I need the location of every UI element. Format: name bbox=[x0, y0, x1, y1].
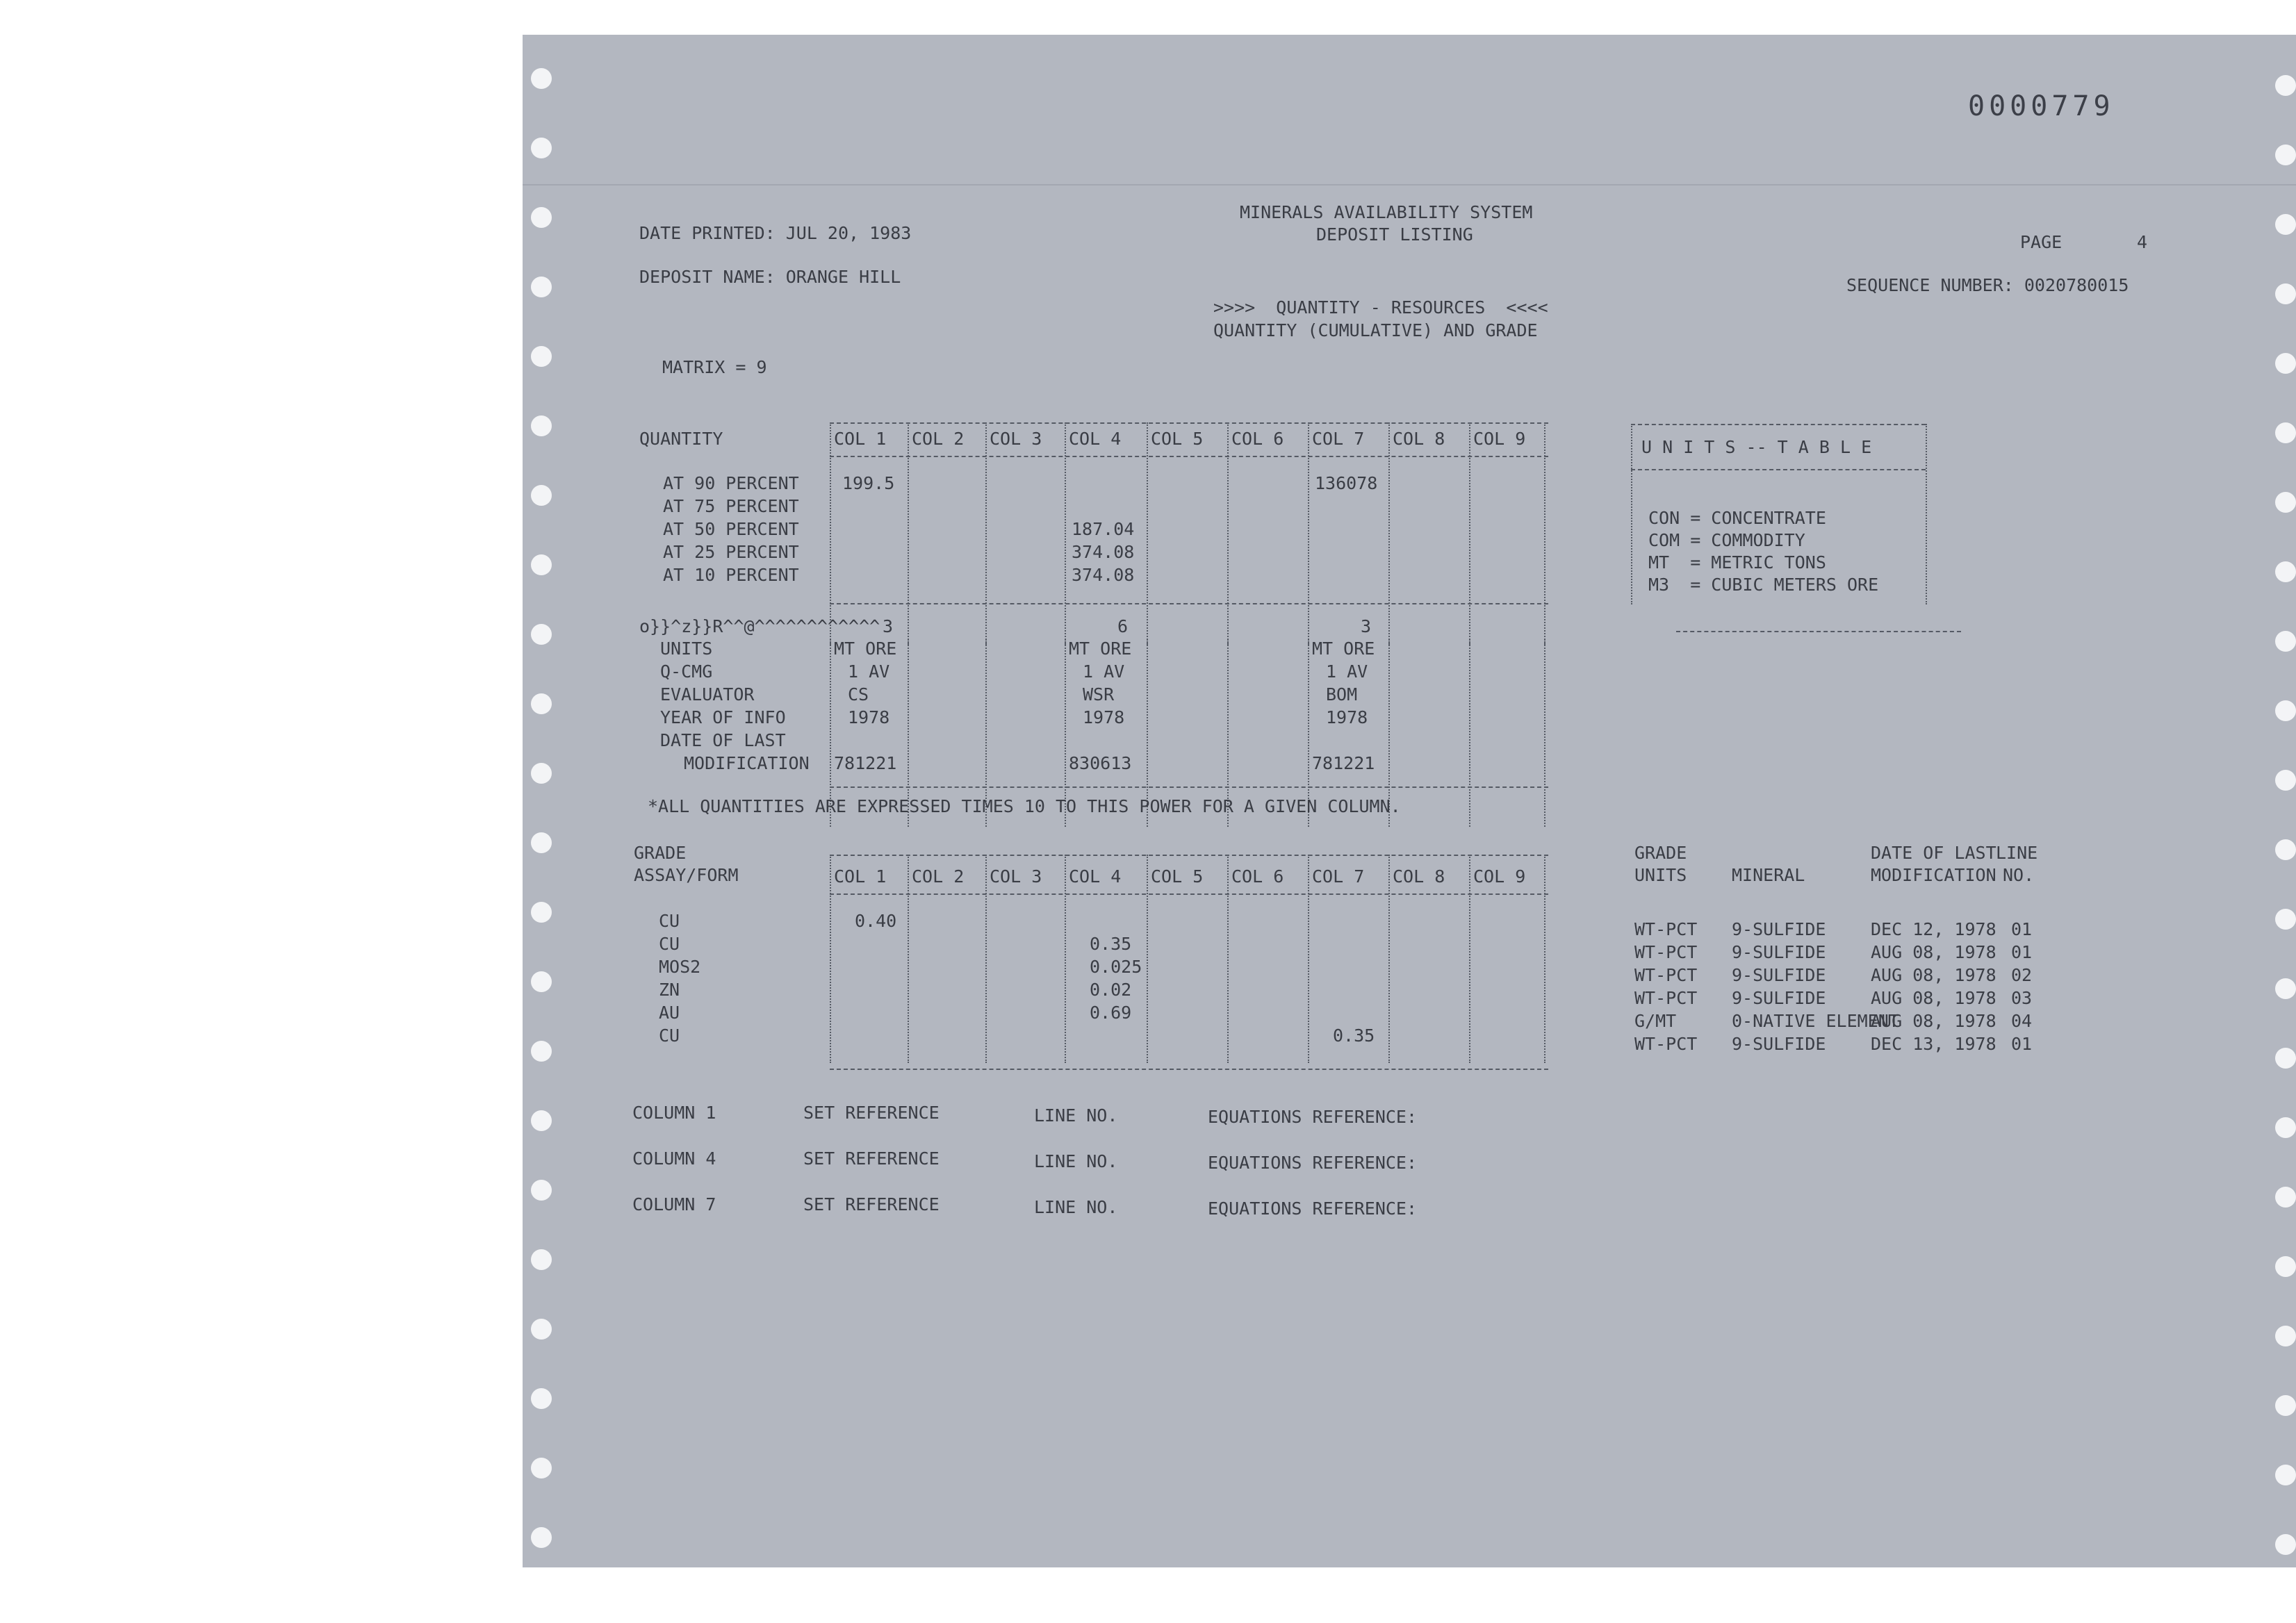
units-entry: M3 = CUBIC METERS ORE bbox=[1648, 575, 1879, 595]
grade-line-no: 01 bbox=[2011, 1034, 2033, 1054]
column-header: COL 5 bbox=[1151, 429, 1204, 449]
power-row-label: o}}^z}}R^^@^^^^^^^^^^^^ bbox=[639, 616, 880, 636]
column-header: COL 7 bbox=[1312, 429, 1365, 449]
tractor-hole bbox=[531, 1249, 552, 1270]
meta-value: CS bbox=[848, 684, 869, 705]
reference-equations: EQUATIONS REFERENCE: bbox=[1208, 1198, 1418, 1219]
grade-value: 0.69 bbox=[1090, 1003, 1132, 1023]
tractor-hole bbox=[531, 1458, 552, 1478]
grade-value: 0.35 bbox=[1333, 1025, 1375, 1046]
grade-mineral: 9-SULFIDE bbox=[1732, 965, 1826, 985]
grade-mineral: 0-NATIVE ELEMENT bbox=[1732, 1011, 1899, 1031]
grade-line-no: 01 bbox=[2011, 919, 2033, 939]
tractor-hole bbox=[531, 68, 552, 89]
meta-value: MT ORE bbox=[1069, 639, 1132, 659]
row-label: AT 75 PERCENT bbox=[663, 496, 799, 516]
section-subtitle: QUANTITY (CUMULATIVE) AND GRADE bbox=[1213, 320, 1538, 340]
reference-line: LINE NO. bbox=[1034, 1151, 1118, 1171]
grade-row-label: CU bbox=[659, 911, 680, 931]
column-header: COL 8 bbox=[1393, 866, 1445, 887]
deposit-name: DEPOSIT NAME: ORANGE HILL bbox=[639, 267, 901, 287]
tractor-hole bbox=[531, 277, 552, 297]
row-label: AT 50 PERCENT bbox=[663, 519, 799, 539]
column-header: COL 6 bbox=[1231, 429, 1284, 449]
grade-units: G/MT bbox=[1634, 1011, 1677, 1031]
grade-value: 0.35 bbox=[1090, 934, 1132, 954]
table-rule bbox=[830, 786, 1548, 788]
tractor-hole bbox=[2275, 1117, 2296, 1138]
tractor-hole bbox=[531, 138, 552, 158]
assay-label: ASSAY/FORM bbox=[634, 865, 739, 885]
tractor-hole bbox=[531, 1041, 552, 1062]
perforation-line bbox=[523, 184, 2296, 186]
tractor-hole bbox=[531, 207, 552, 228]
grade-line-no: 04 bbox=[2011, 1011, 2033, 1031]
column-header: COL 9 bbox=[1473, 866, 1526, 887]
footnote: *ALL QUANTITIES ARE EXPRESSED TIMES 10 TO THIS POWER FOR A GIVEN COLUMN. bbox=[648, 796, 1401, 816]
column-header: COL 7 bbox=[1312, 866, 1365, 887]
grade-date: DEC 12, 1978 bbox=[1871, 919, 1996, 939]
printout-sheet bbox=[523, 35, 2296, 1567]
grade-units: WT-PCT bbox=[1634, 942, 1698, 962]
column-divider bbox=[1544, 422, 1545, 645]
table-rule bbox=[830, 1069, 1548, 1070]
tractor-hole bbox=[2275, 909, 2296, 930]
column-divider bbox=[1469, 422, 1470, 645]
tractor-hole bbox=[2275, 353, 2296, 374]
meta-row-label: EVALUATOR bbox=[660, 684, 755, 705]
grade-date: AUG 08, 1978 bbox=[1871, 942, 1996, 962]
quantity-value: 374.08 bbox=[1072, 565, 1135, 585]
power-value: 3 bbox=[883, 616, 894, 636]
tractor-hole bbox=[2275, 75, 2296, 96]
table-rule bbox=[830, 603, 1548, 604]
column-divider bbox=[1065, 422, 1066, 645]
column-divider bbox=[1469, 855, 1470, 1063]
tractor-hole bbox=[531, 1110, 552, 1131]
column-divider bbox=[1308, 855, 1309, 1063]
tractor-hole bbox=[2275, 422, 2296, 443]
date-printed: DATE PRINTED: JUL 20, 1983 bbox=[639, 223, 912, 243]
column-divider bbox=[830, 422, 831, 645]
meta-value: 1 AV bbox=[1083, 661, 1125, 682]
tractor-hole bbox=[2275, 839, 2296, 860]
column-header: COL 2 bbox=[912, 429, 965, 449]
column-header: COL 3 bbox=[990, 866, 1042, 887]
column-header: COL 8 bbox=[1393, 429, 1445, 449]
column-divider bbox=[1308, 422, 1309, 645]
tractor-hole bbox=[2275, 561, 2296, 582]
tractor-hole bbox=[531, 1388, 552, 1409]
column-header: COL 1 bbox=[834, 429, 887, 449]
grade-units-header: UNITS bbox=[1634, 865, 1687, 885]
tractor-hole bbox=[531, 485, 552, 506]
column-divider bbox=[908, 855, 909, 1063]
line-header: NO. bbox=[2003, 865, 2035, 885]
grade-units: WT-PCT bbox=[1634, 919, 1698, 939]
column-divider bbox=[1544, 855, 1545, 1063]
tractor-hole bbox=[2275, 1465, 2296, 1485]
meta-value: 1 AV bbox=[848, 661, 890, 682]
matrix-label: MATRIX = 9 bbox=[662, 357, 767, 377]
column-header: COL 3 bbox=[990, 429, 1042, 449]
grade-row-label: ZN bbox=[659, 980, 680, 1000]
quantity-value: 187.04 bbox=[1072, 519, 1135, 539]
grade-value: 0.025 bbox=[1090, 957, 1142, 977]
meta-value: 1978 bbox=[1083, 707, 1125, 727]
grade-row-label: MOS2 bbox=[659, 957, 701, 977]
column-divider bbox=[1544, 639, 1545, 827]
grade-row-label: AU bbox=[659, 1003, 680, 1023]
tractor-hole bbox=[531, 624, 552, 645]
reference-column: COLUMN 4 bbox=[632, 1148, 716, 1169]
tractor-hole bbox=[531, 763, 552, 784]
reference-equations: EQUATIONS REFERENCE: bbox=[1208, 1107, 1418, 1127]
units-entry: CON = CONCENTRATE bbox=[1648, 508, 1826, 528]
date-header: MODIFICATION bbox=[1871, 865, 1996, 885]
meta-row-label: YEAR OF INFO bbox=[660, 707, 786, 727]
grade-mineral: 9-SULFIDE bbox=[1732, 919, 1826, 939]
section-title: >>>> QUANTITY - RESOURCES <<<< bbox=[1213, 297, 1548, 318]
tractor-hole bbox=[531, 1319, 552, 1340]
tractor-hole bbox=[531, 971, 552, 992]
column-divider bbox=[1147, 855, 1148, 1063]
grade-date: DEC 13, 1978 bbox=[1871, 1034, 1996, 1054]
meta-value: 781221 bbox=[1312, 753, 1375, 773]
column-header: COL 4 bbox=[1069, 866, 1122, 887]
grade-value: 0.02 bbox=[1090, 980, 1132, 1000]
grade-mineral: 9-SULFIDE bbox=[1732, 942, 1826, 962]
meta-row-label: Q-CMG bbox=[660, 661, 713, 682]
meta-row-label: UNITS bbox=[660, 639, 713, 659]
quantity-value: 374.08 bbox=[1072, 542, 1135, 562]
column-header: COL 2 bbox=[912, 866, 965, 887]
reference-set: SET REFERENCE bbox=[803, 1148, 940, 1169]
mineral-header: MINERAL bbox=[1732, 865, 1805, 885]
table-rule bbox=[830, 893, 1548, 895]
tractor-hole bbox=[2275, 770, 2296, 791]
column-divider bbox=[1388, 855, 1390, 1063]
meta-value: 1978 bbox=[848, 707, 890, 727]
row-label: AT 90 PERCENT bbox=[663, 473, 799, 493]
table-rule bbox=[830, 456, 1548, 457]
tractor-hole bbox=[2275, 1395, 2296, 1416]
row-label: AT 10 PERCENT bbox=[663, 565, 799, 585]
grade-date: AUG 08, 1978 bbox=[1871, 988, 1996, 1008]
column-header: COL 9 bbox=[1473, 429, 1526, 449]
quantity-value: 136078 bbox=[1315, 473, 1378, 493]
units-entry: COM = COMMODITY bbox=[1648, 530, 1805, 550]
power-value: 3 bbox=[1361, 616, 1372, 636]
page-label: PAGE bbox=[2020, 232, 2063, 252]
grade-mineral: 9-SULFIDE bbox=[1732, 988, 1826, 1008]
tractor-hole bbox=[2275, 1256, 2296, 1277]
units-entry: MT = METRIC TONS bbox=[1648, 552, 1826, 572]
column-divider bbox=[1388, 422, 1390, 645]
reference-column: COLUMN 1 bbox=[632, 1103, 716, 1123]
tractor-hole bbox=[531, 832, 552, 853]
table-rule bbox=[830, 422, 1548, 424]
grade-row-label: CU bbox=[659, 1025, 680, 1046]
meta-value: 830613 bbox=[1069, 753, 1132, 773]
page-number: 4 bbox=[2137, 232, 2148, 252]
meta-value: 1978 bbox=[1326, 707, 1368, 727]
table-rule bbox=[830, 855, 1548, 856]
tractor-hole bbox=[2275, 631, 2296, 652]
meta-row-label: MODIFICATION bbox=[684, 753, 810, 773]
reference-equations: EQUATIONS REFERENCE: bbox=[1208, 1153, 1418, 1173]
tractor-hole bbox=[2275, 492, 2296, 513]
reference-column: COLUMN 7 bbox=[632, 1194, 716, 1214]
meta-value: 1 AV bbox=[1326, 661, 1368, 682]
units-table-title: U N I T S -- T A B L E bbox=[1641, 437, 1872, 457]
tractor-hole bbox=[2275, 283, 2296, 304]
meta-value: BOM bbox=[1326, 684, 1358, 705]
tractor-hole bbox=[2275, 1326, 2296, 1346]
grade-line-no: 02 bbox=[2011, 965, 2033, 985]
grade-units: WT-PCT bbox=[1634, 1034, 1698, 1054]
quantity-value: 199.5 bbox=[842, 473, 895, 493]
tractor-hole bbox=[531, 902, 552, 923]
grade-label: GRADE bbox=[634, 843, 687, 863]
tractor-hole bbox=[531, 1527, 552, 1548]
grade-row-label: CU bbox=[659, 934, 680, 954]
grade-value: 0.40 bbox=[855, 911, 897, 931]
column-divider bbox=[908, 422, 909, 645]
quantity-label: QUANTITY bbox=[639, 429, 723, 449]
system-title: MINERALS AVAILABILITY SYSTEM bbox=[1240, 202, 1533, 222]
meta-value: WSR bbox=[1083, 684, 1115, 705]
column-divider bbox=[1065, 855, 1066, 1063]
grade-units-header: GRADE bbox=[1634, 843, 1687, 863]
document-number: 0000779 bbox=[1968, 90, 2115, 122]
column-divider bbox=[1147, 422, 1148, 645]
date-header: DATE OF LAST bbox=[1871, 843, 1996, 863]
reference-set: SET REFERENCE bbox=[803, 1194, 940, 1214]
grade-date: AUG 08, 1978 bbox=[1871, 1011, 1996, 1031]
column-header: COL 5 bbox=[1151, 866, 1204, 887]
line-header: LINE bbox=[1996, 843, 2038, 863]
tractor-hole bbox=[2275, 1048, 2296, 1069]
column-divider bbox=[1227, 422, 1229, 645]
tractor-hole bbox=[2275, 214, 2296, 235]
grade-units: WT-PCT bbox=[1634, 988, 1698, 1008]
tractor-hole bbox=[531, 554, 552, 575]
column-divider bbox=[1227, 855, 1229, 1063]
grade-line-no: 01 bbox=[2011, 942, 2033, 962]
tractor-hole bbox=[2275, 145, 2296, 165]
meta-value: MT ORE bbox=[834, 639, 897, 659]
meta-value: MT ORE bbox=[1312, 639, 1375, 659]
grade-units: WT-PCT bbox=[1634, 965, 1698, 985]
reference-line: LINE NO. bbox=[1034, 1197, 1118, 1217]
column-header: COL 4 bbox=[1069, 429, 1122, 449]
meta-value: 781221 bbox=[834, 753, 897, 773]
listing-title: DEPOSIT LISTING bbox=[1316, 224, 1473, 245]
tractor-hole bbox=[2275, 978, 2296, 999]
tractor-hole bbox=[531, 1180, 552, 1201]
reference-line: LINE NO. bbox=[1034, 1105, 1118, 1126]
tractor-hole bbox=[2275, 1187, 2296, 1208]
tractor-hole bbox=[2275, 700, 2296, 721]
tractor-hole bbox=[531, 415, 552, 436]
power-value: 6 bbox=[1117, 616, 1129, 636]
tractor-hole bbox=[2275, 1534, 2296, 1555]
grade-line-no: 03 bbox=[2011, 988, 2033, 1008]
column-header: COL 6 bbox=[1231, 866, 1284, 887]
tractor-hole bbox=[531, 693, 552, 714]
column-divider bbox=[1469, 639, 1470, 827]
meta-row-label: DATE OF LAST bbox=[660, 730, 786, 750]
column-header: COL 1 bbox=[834, 866, 887, 887]
column-divider bbox=[830, 855, 831, 1063]
column-divider bbox=[985, 855, 987, 1063]
grade-date: AUG 08, 1978 bbox=[1871, 965, 1996, 985]
row-label: AT 25 PERCENT bbox=[663, 542, 799, 562]
tractor-hole bbox=[531, 346, 552, 367]
column-divider bbox=[985, 422, 987, 645]
sequence-number: SEQUENCE NUMBER: 0020780015 bbox=[1846, 275, 2129, 295]
reference-set: SET REFERENCE bbox=[803, 1103, 940, 1123]
grade-mineral: 9-SULFIDE bbox=[1732, 1034, 1826, 1054]
